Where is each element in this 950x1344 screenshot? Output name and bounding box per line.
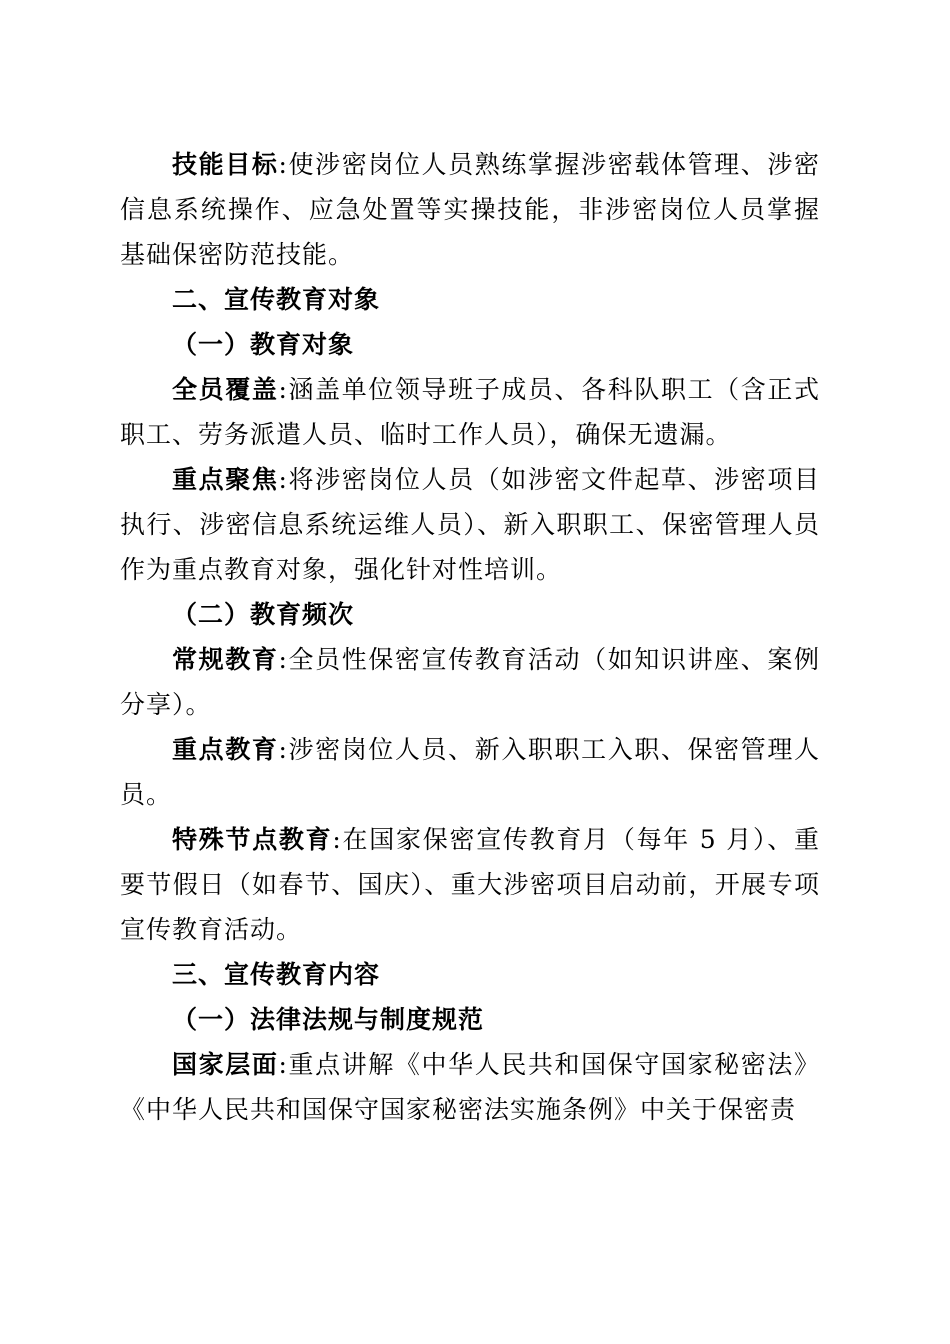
paragraph-full-coverage bbox=[120, 367, 820, 457]
section-heading-2: 二、宣传教育对象 bbox=[172, 285, 381, 314]
paragraph-special-node-education bbox=[120, 817, 820, 952]
subsection-heading-education-targets: （一）教育对象 bbox=[172, 330, 355, 359]
text-skill-goal: 使涉密岗位人员熟练掌握涉密载体管理、涉密信息系统操作、应急处置等实操技能，非涉密岗位人员掌握基础保密防范技能。 bbox=[120, 150, 820, 269]
colon: : bbox=[278, 735, 288, 764]
label-skill-goal: 技能目标 bbox=[172, 150, 279, 179]
paragraph-key-education bbox=[120, 727, 820, 817]
text-key-focus: 将涉密岗位人员（如涉密文件起草、涉密项目执行、涉密信息系统运维人员）、新入职职工、保密管理人员作为重点教育对象，强化针对性培训。 bbox=[120, 465, 820, 584]
text-national-level: 重点讲解《中华人民共和国保守国家秘密法》《中华人民共和国保守国家秘密法实施条例》中关于保密责 bbox=[120, 1050, 820, 1124]
document-body bbox=[120, 142, 820, 1132]
colon: : bbox=[278, 1050, 288, 1079]
paragraph-key-focus bbox=[120, 457, 820, 592]
subsection-heading-education-frequency: （二）教育频次 bbox=[172, 600, 355, 629]
label-routine-education: 常规教育 bbox=[172, 645, 279, 674]
label-key-focus: 重点聚焦 bbox=[172, 465, 279, 494]
text-key-education: 涉密岗位人员、新入职职工入职、保密管理人员。 bbox=[120, 735, 820, 809]
label-full-coverage: 全员覆盖 bbox=[172, 375, 279, 404]
paragraph-skill-goal bbox=[120, 142, 820, 277]
colon: : bbox=[332, 825, 342, 854]
paragraph-national-level bbox=[120, 1042, 820, 1132]
text-special-node-education: 在国家保密宣传教育月（每年 5 月）、重要节假日（如春节、国庆）、重大涉密项目启动前，开展专项宣传教育活动。 bbox=[120, 825, 820, 944]
subsection-heading-laws-regulations: （一）法律法规与制度规范 bbox=[172, 1005, 485, 1034]
label-key-education: 重点教育 bbox=[172, 735, 279, 764]
label-national-level: 国家层面 bbox=[172, 1050, 279, 1079]
text-full-coverage: 涵盖单位领导班子成员、各科队职工（含正式职工、劳务派遣人员、临时工作人员），确保无遗漏。 bbox=[120, 375, 820, 449]
colon: : bbox=[278, 645, 288, 674]
text-routine-education: 全员性保密宣传教育活动（如知识讲座、案例分享）。 bbox=[120, 645, 820, 719]
colon: : bbox=[278, 150, 288, 179]
colon: : bbox=[278, 375, 288, 404]
label-special-node-education: 特殊节点教育 bbox=[172, 825, 333, 854]
section-heading-3: 三、宣传教育内容 bbox=[172, 960, 381, 989]
colon: : bbox=[278, 465, 288, 494]
paragraph-routine-education bbox=[120, 637, 820, 727]
